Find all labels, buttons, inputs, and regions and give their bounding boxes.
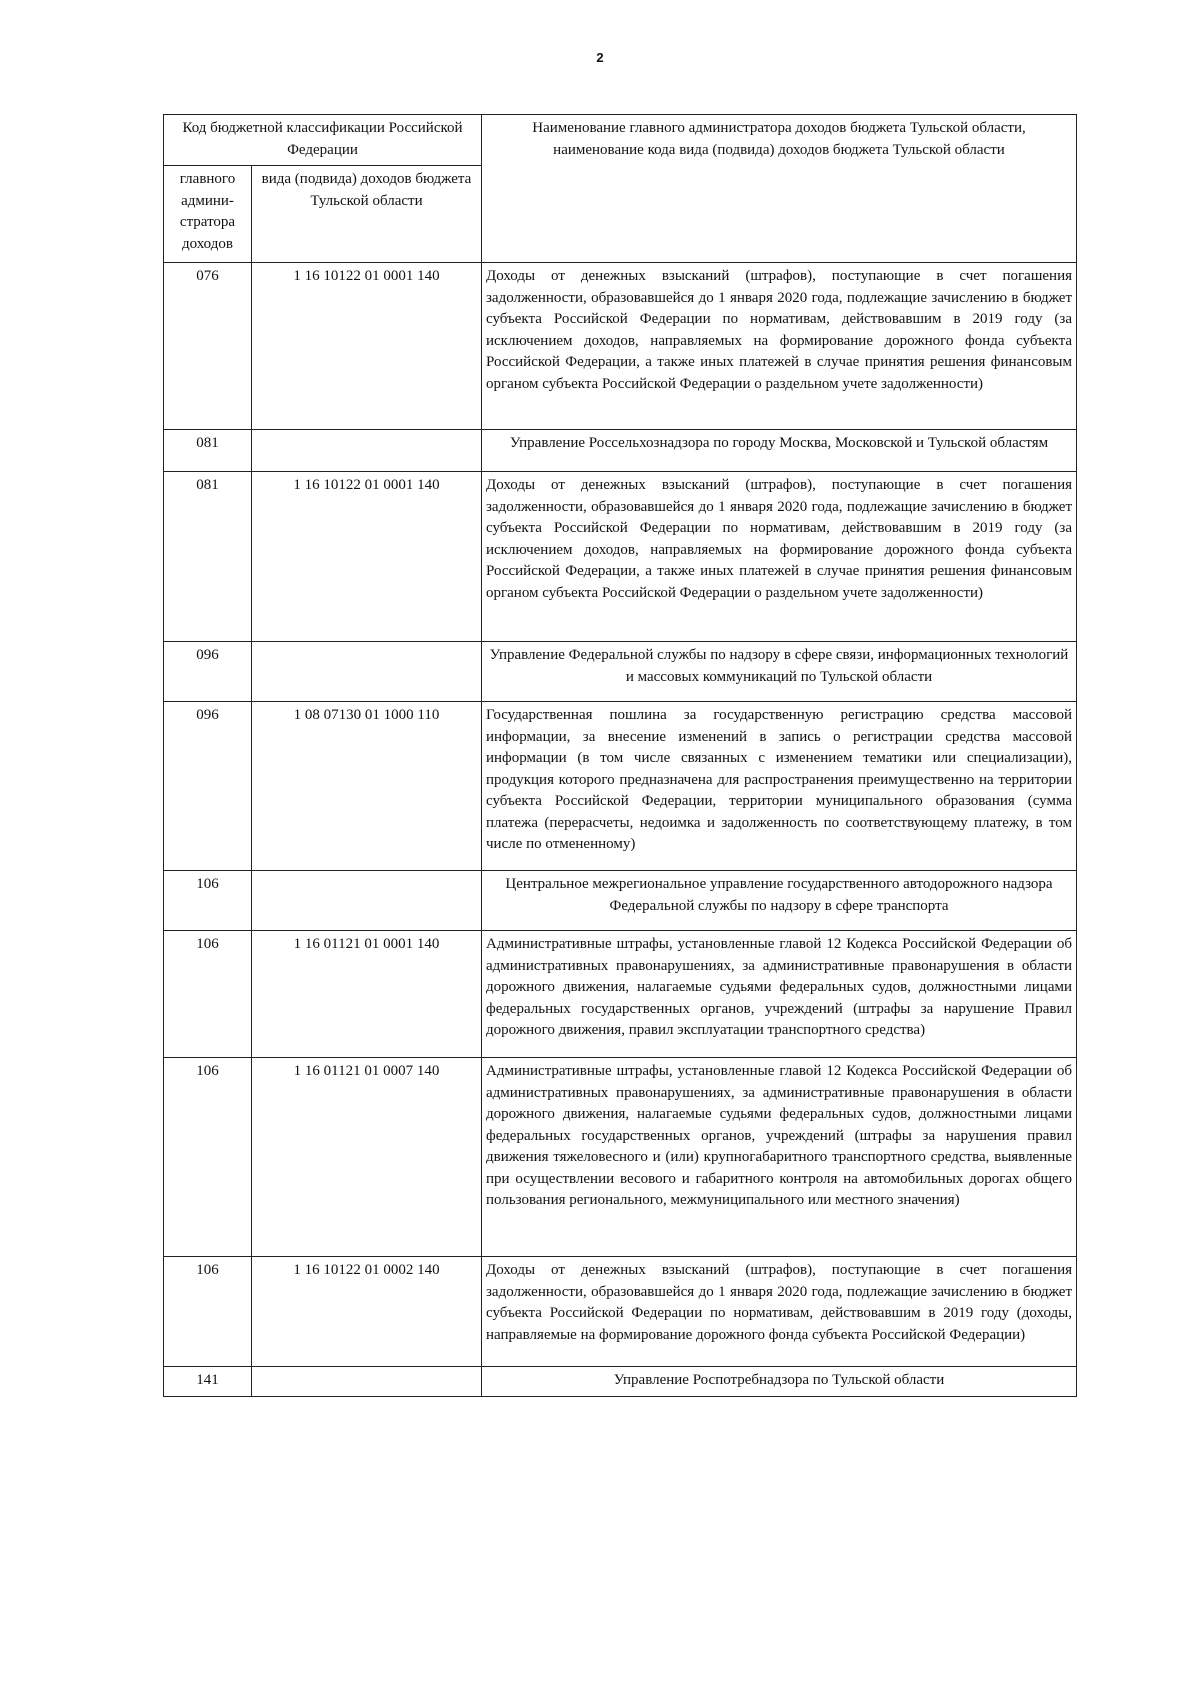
description-cell: Административные штрафы, установленные главой 12 Кодекса Российской Федерации об административных правонарушениях, за административные правонарушения в области дорожного движения, налагаемые судьями федеральных судов, должностными лицами федеральных государственных органов, учреждений (штрафы за нарушения правил движения тяжеловесного и (или) крупногабаритного транспортного средства, выявленные при осуществлении весового и габаритного контроля на автомобильных дорогах общего пользования регионального, межмуниципального или местного значения) [482,1058,1077,1257]
admin-code-cell: 076 [164,263,252,430]
income-code-cell: 1 16 10122 01 0001 140 [252,472,482,642]
header-name: Наименование главного администратора доходов бюджета Тульской области, наименование кода вида (подвида) доходов бюджета Тульской области [482,115,1077,263]
income-code-cell: 1 16 01121 01 0001 140 [252,931,482,1058]
table-row [164,1058,1077,1257]
income-code-cell [252,871,482,931]
income-code-cell: 1 16 10122 01 0002 140 [252,1257,482,1367]
table-row [164,1367,1077,1397]
admin-code-cell: 106 [164,931,252,1058]
header-kbk: Код бюджетной классификации Российской Федерации [164,115,482,166]
table-row [164,931,1077,1058]
income-code-cell: 1 16 10122 01 0001 140 [252,263,482,430]
page-number: 2 [596,50,604,65]
description-cell: Доходы от денежных взысканий (штрафов), поступающие в счет погашения задолженности, образовавшейся до 1 января 2020 года, подлежащие зачислению в бюджет субъекта Российской Федерации по нормативам, действовавшим в 2019 году (за исключением доходов, направляемых на формирование дорожного фонда субъекта Российской Федерации, а также иных платежей в случае принятия решения финансовым органом субъекта Российской Федерации о раздельном учете задолженности) [482,472,1077,642]
administrator-name-cell: Управление Роспотребнадзора по Тульской области [482,1367,1077,1397]
header-admin: главного админи-стратора доходов [164,166,252,263]
table-row [164,642,1077,702]
description-cell: Государственная пошлина за государственную регистрацию средства массовой информации, за внесение изменений в запись о регистрации средства массовой информации (в том числе связанных с изменением тематики или специализации), продукция которого предназначена для распространения преимущественно на территории субъекта Российской Федерации, территории муниципального образования (сумма платежа (перерасчеты, недоимка и задолженность по соответствующему платежу, в том числе по отмененному) [482,702,1077,871]
table-row [164,472,1077,642]
admin-code-cell: 106 [164,1058,252,1257]
table-row [164,871,1077,931]
administrator-name-cell: Управление Федеральной службы по надзору в сфере связи, информационных технологий и массовых коммуникаций по Тульской области [482,642,1077,702]
income-code-cell: 1 16 01121 01 0007 140 [252,1058,482,1257]
description-cell: Административные штрафы, установленные главой 12 Кодекса Российской Федерации об административных правонарушениях, за административные правонарушения в области дорожного движения, налагаемые судьями федеральных судов, должностными лицами федеральных государственных органов, учреждений (штрафы за нарушение Правил дорожного движения, правил эксплуатации транспортного средства) [482,931,1077,1058]
admin-code-cell: 106 [164,1257,252,1367]
table-row [164,263,1077,430]
description-cell: Доходы от денежных взысканий (штрафов), поступающие в счет погашения задолженности, образовавшейся до 1 января 2020 года, подлежащие зачислению в бюджет субъекта Российской Федерации по нормативам, действовавшим в 2019 году (за исключением доходов, направляемых на формирование дорожного фонда субъекта Российской Федерации, а также иных платежей в случае принятия решения финансовым органом субъекта Российской Федерации о раздельном учете задолженности) [482,263,1077,430]
table-row [164,1257,1077,1367]
admin-code-cell: 081 [164,472,252,642]
admin-code-cell: 081 [164,430,252,472]
admin-code-cell: 106 [164,871,252,931]
admin-code-cell: 096 [164,702,252,871]
administrator-name-cell: Центральное межрегиональное управление государственного автодорожного надзора Федеральной службы по надзору в сфере транспорта [482,871,1077,931]
administrator-name-cell: Управление Россельхознадзора по городу Москва, Московской и Тульской областям [482,430,1077,472]
income-code-cell: 1 08 07130 01 1000 110 [252,702,482,871]
income-code-cell [252,1367,482,1397]
header-kind: вида (подвида) доходов бюджета Тульской области [252,166,482,263]
table-row [164,430,1077,472]
income-code-cell [252,430,482,472]
table-row [164,702,1077,871]
income-code-cell [252,642,482,702]
admin-code-cell: 141 [164,1367,252,1397]
admin-code-cell: 096 [164,642,252,702]
budget-classification-table [163,114,1077,1397]
description-cell: Доходы от денежных взысканий (штрафов), поступающие в счет погашения задолженности, образовавшейся до 1 января 2020 года, подлежащие зачислению в бюджет субъекта Российской Федерации по нормативам, действовавшим в 2019 году (доходы, направляемые на формирование дорожного фонда субъекта Российской Федерации) [482,1257,1077,1367]
